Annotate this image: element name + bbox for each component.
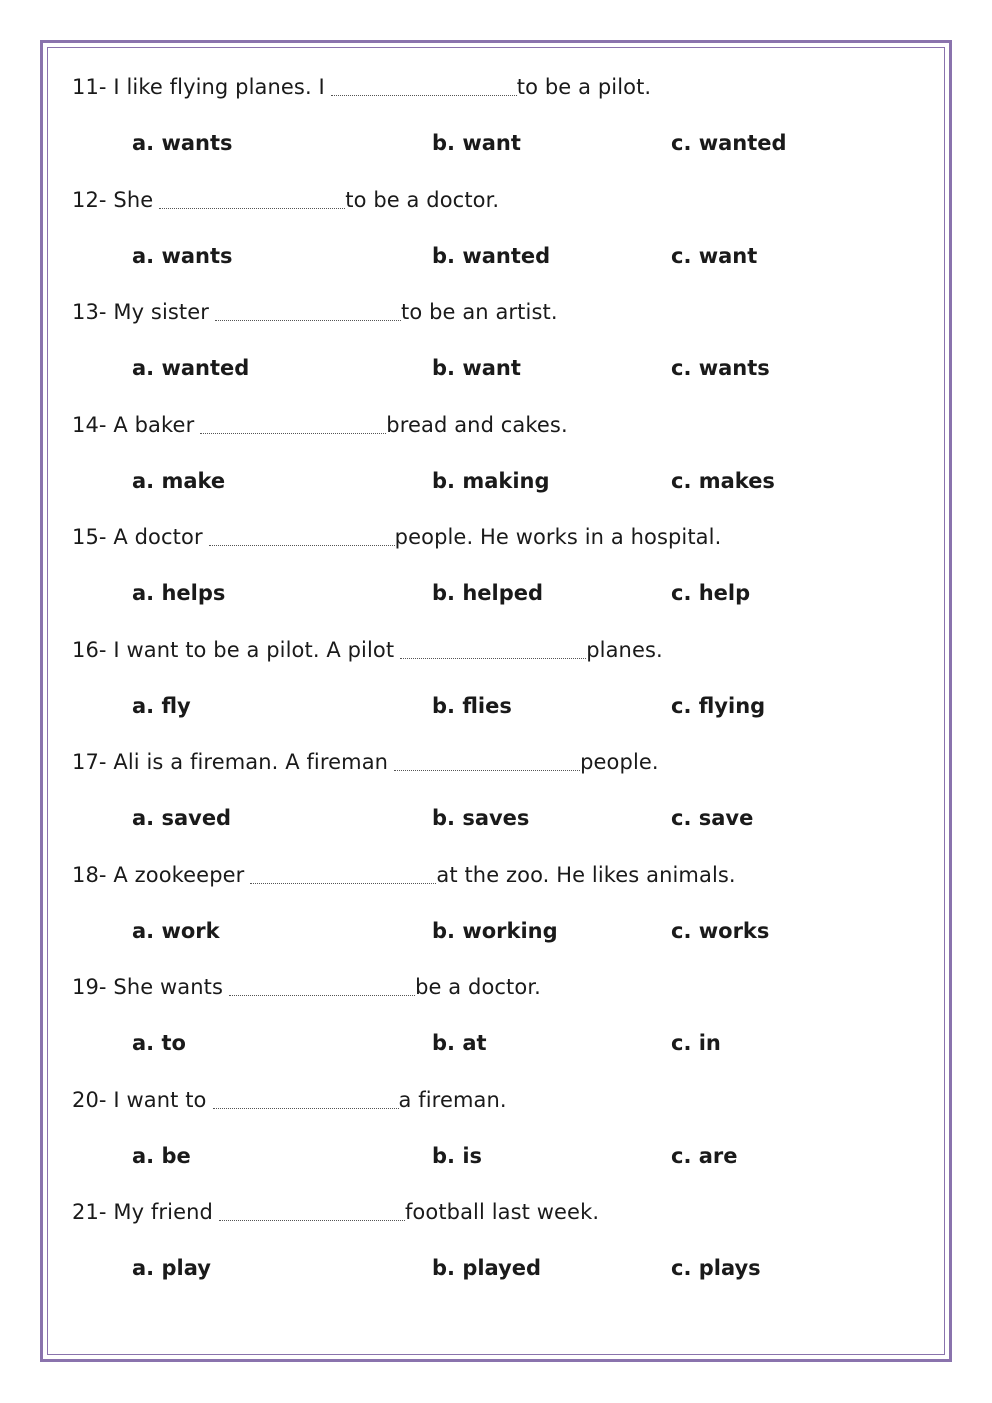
option-a[interactable]: a. wants (132, 243, 233, 268)
question-stem (72, 183, 499, 217)
question-stem (72, 633, 663, 667)
question-stem (72, 745, 659, 779)
option-a[interactable]: a. wanted (132, 356, 250, 380)
answer-blank[interactable] (394, 750, 580, 771)
answer-options (132, 126, 912, 160)
option-b[interactable]: b. want (432, 131, 521, 155)
question-text-before: She wants (113, 975, 224, 999)
question-text-before: A baker (113, 412, 195, 437)
question-text-after: football last week. (404, 1200, 600, 1224)
option-c[interactable]: c. wants (671, 356, 770, 380)
option-a[interactable]: a. wants (132, 131, 233, 155)
option-a[interactable]: a. fly (132, 693, 191, 718)
question-number: 18- (72, 862, 107, 887)
question-stem (72, 70, 651, 104)
answer-blank[interactable] (159, 188, 345, 209)
question-text-after: a fireman. (398, 1087, 507, 1112)
option-a[interactable]: a. to (132, 1031, 186, 1055)
answer-options (132, 914, 912, 948)
option-c[interactable]: c. are (671, 1143, 738, 1168)
question-20 (72, 1083, 932, 1196)
question-number: 19- (72, 975, 107, 999)
option-b[interactable]: b. is (432, 1143, 483, 1168)
question-text-after: to be a pilot. (516, 75, 652, 99)
option-c[interactable]: c. save (671, 806, 754, 830)
question-list (72, 70, 932, 1308)
question-16 (72, 633, 932, 746)
question-text-before: I want to (113, 1087, 207, 1112)
question-text-before: A zookeeper (113, 862, 245, 887)
answer-blank[interactable] (400, 638, 586, 659)
answer-options (132, 239, 912, 273)
option-b[interactable]: b. wanted (432, 243, 551, 268)
option-a[interactable]: a. be (132, 1143, 191, 1168)
option-b[interactable]: b. flies (432, 693, 512, 718)
question-text-before: I like flying planes. I (113, 75, 325, 99)
question-21 (72, 1195, 932, 1308)
answer-blank[interactable] (219, 1200, 405, 1221)
question-text-after: to be an artist. (401, 300, 558, 324)
option-c[interactable]: c. want (671, 243, 758, 268)
question-18 (72, 858, 932, 971)
answer-blank[interactable] (213, 1088, 399, 1109)
option-a[interactable]: a. work (132, 918, 220, 943)
answer-options (132, 464, 912, 498)
option-c[interactable]: c. help (671, 581, 751, 605)
answer-blank[interactable] (215, 300, 401, 321)
question-number: 16- (72, 637, 107, 662)
question-text-before: I want to be a pilot. A pilot (113, 637, 395, 662)
question-stem (72, 1195, 599, 1229)
question-text-after: planes. (586, 637, 663, 662)
option-a[interactable]: a. helps (132, 581, 226, 605)
option-a[interactable]: a. make (132, 468, 226, 493)
question-text-after: at the zoo. He likes animals. (436, 862, 736, 887)
question-stem (72, 295, 558, 329)
question-text-after: bread and cakes. (386, 412, 568, 437)
question-number: 17- (72, 750, 107, 774)
question-text-after: people. He works in a hospital. (394, 525, 722, 549)
question-number: 12- (72, 187, 107, 212)
answer-options (132, 689, 912, 723)
question-stem (72, 1083, 507, 1117)
option-c[interactable]: c. plays (671, 1256, 761, 1280)
question-text-before: She (113, 187, 154, 212)
option-b[interactable]: b. making (432, 468, 550, 493)
question-stem (72, 408, 568, 442)
option-b[interactable]: b. want (432, 356, 521, 380)
answer-blank[interactable] (209, 525, 395, 546)
option-b[interactable]: b. working (432, 918, 558, 943)
answer-options (132, 351, 912, 385)
option-c[interactable]: c. flying (671, 693, 766, 718)
question-number: 21- (72, 1200, 107, 1224)
answer-options (132, 801, 912, 835)
question-number: 20- (72, 1087, 107, 1112)
answer-options (132, 1139, 912, 1173)
answer-blank[interactable] (229, 975, 415, 996)
option-b[interactable]: b. helped (432, 581, 544, 605)
option-b[interactable]: b. played (432, 1256, 542, 1280)
question-12 (72, 183, 932, 296)
question-text-before: Ali is a fireman. A fireman (113, 750, 389, 774)
question-text-after: people. (580, 750, 659, 774)
option-b[interactable]: b. at (432, 1031, 487, 1055)
question-text-before: My friend (113, 1200, 213, 1224)
option-c[interactable]: c. in (671, 1031, 721, 1055)
answer-blank[interactable] (200, 413, 386, 434)
option-a[interactable]: a. play (132, 1256, 211, 1280)
question-number: 11- (72, 75, 107, 99)
question-13 (72, 295, 932, 408)
question-stem (72, 970, 541, 1004)
question-11 (72, 70, 932, 183)
question-stem (72, 520, 721, 554)
option-c[interactable]: c. works (671, 918, 770, 943)
option-a[interactable]: a. saved (132, 806, 232, 830)
question-text-after: be a doctor. (415, 975, 541, 999)
question-19 (72, 970, 932, 1083)
question-text-before: A doctor (113, 525, 203, 549)
answer-blank[interactable] (250, 863, 436, 884)
question-15 (72, 520, 932, 633)
answer-options (132, 1026, 912, 1060)
question-number: 15- (72, 525, 107, 549)
question-stem (72, 858, 736, 892)
question-17 (72, 745, 932, 858)
question-14 (72, 408, 932, 521)
question-text-after: to be a doctor. (345, 187, 500, 212)
option-b[interactable]: b. saves (432, 806, 530, 830)
option-c[interactable]: c. wanted (671, 131, 787, 155)
option-c[interactable]: c. makes (671, 468, 775, 493)
answer-options (132, 576, 912, 610)
question-text-before: My sister (113, 300, 210, 324)
answer-blank[interactable] (331, 75, 517, 96)
question-number: 14- (72, 412, 107, 437)
question-number: 13- (72, 300, 107, 324)
answer-options (132, 1251, 912, 1285)
